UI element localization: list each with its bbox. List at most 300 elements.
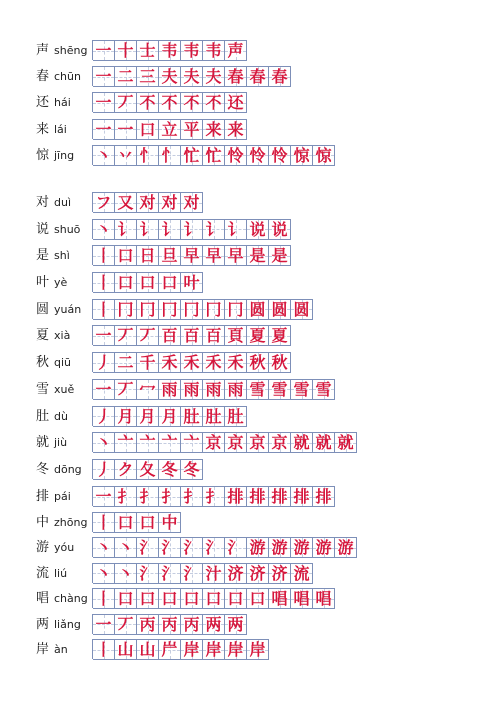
grid-cell [181,432,203,453]
stroke-step: 游 [337,538,354,557]
grid-cell [159,406,181,427]
grid-cell [159,459,181,480]
hanzi-character: 惊 [36,147,50,163]
stroke-step: 怜 [249,145,266,165]
grid-cell [291,563,313,584]
grid-cell [181,92,203,113]
grid-cell [291,486,313,507]
grid-cell [203,406,225,427]
stroke-step: 排 [227,487,244,506]
stroke-step: 对 [183,193,200,212]
pinyin-label: yóu [54,541,75,554]
grid-cell [115,40,137,61]
grid-cell [93,299,115,320]
stroke-step: 韦 [161,41,178,60]
stroke-step: 立 [161,119,178,139]
stroke-step: 丶 [95,538,112,557]
stroke-step: 唱 [271,589,288,608]
stroke-step: 岸 [249,640,266,659]
stroke-grid [92,537,357,557]
grid-cell [137,486,159,507]
grid-cell [225,614,247,635]
grid-cell [93,145,115,166]
grid-cell [115,486,137,507]
grid-cell [203,245,225,266]
stroke-grid [92,272,203,292]
stroke-step: 夫 [205,67,222,87]
stroke-step: 丨 [95,512,112,532]
grid-cell [247,219,269,240]
stroke-step: 是 [271,246,288,266]
grid-cell [181,40,203,61]
stroke-step: 一 [95,379,112,399]
stroke-step: 旦 [161,246,178,266]
stroke-step: 禾 [183,353,200,373]
stroke-step: 两 [227,614,244,634]
hanzi-character: 流 [36,565,50,581]
stroke-step: 中 [161,512,178,532]
stroke-grid [92,614,247,634]
grid-cell [269,432,291,453]
grid-cell [137,219,159,240]
grid-cell [93,432,115,453]
hanzi-character: 游 [36,540,50,555]
grid-cell [313,486,335,507]
grid-cell [225,352,247,373]
grid-cell [137,406,159,427]
grid-cell [247,563,269,584]
pinyin-label: xuě [54,382,75,396]
grid-cell [159,432,181,453]
stroke-step: ク [117,459,134,479]
grid-cell [203,352,225,373]
stroke-step: 氵 [139,538,156,557]
grid-cell [269,588,291,609]
grid-cell [225,486,247,507]
grid-cell [93,588,115,609]
grid-cell [181,272,203,293]
grid-cell [203,145,225,166]
grid-cell [159,588,181,609]
stroke-step: 一 [95,614,112,634]
stroke-step: 冬 [161,459,178,479]
grid-cell [247,299,269,320]
grid-cell [159,379,181,400]
stroke-step: 是 [249,246,266,266]
grid-cell [225,299,247,320]
grid-cell [247,639,269,660]
pinyin-label: liǎng [54,617,81,631]
stroke-step: 夏 [249,326,266,346]
grid-cell [115,588,137,609]
grid-cell [115,537,137,558]
grid-cell [181,66,203,87]
hanzi-character: 叶 [36,275,50,291]
grid-cell [159,92,181,113]
stroke-step: 忙 [183,145,200,165]
grid-cell [93,486,115,507]
stroke-step: 氵 [183,538,200,557]
grid-cell [269,563,291,584]
pinyin-label: yuán [54,302,82,316]
stroke-step: 口 [139,512,156,532]
grid-cell [137,66,159,87]
stroke-step: 来 [227,119,244,139]
stroke-step: 唱 [293,589,310,608]
stroke-step: 惊 [293,145,310,165]
stroke-step: 不 [161,93,178,113]
grid-cell [137,40,159,61]
stroke-grid [92,432,357,452]
stroke-step: 氵 [227,538,244,557]
grid-cell [269,352,291,373]
stroke-step: 扌 [183,487,200,506]
stroke-step: 氵 [139,563,156,583]
stroke-step: 一 [95,119,112,139]
grid-cell [203,119,225,140]
stroke-step: 游 [249,538,266,557]
grid-cell [269,145,291,166]
stroke-step: 夂 [139,459,156,479]
stroke-step: 山 [139,640,156,659]
grid-cell [115,639,137,660]
stroke-step: 唱 [315,589,332,608]
stroke-step: 忙 [205,145,222,165]
stroke-step: 丆 [117,614,134,634]
grid-cell [203,563,225,584]
pinyin-label: qiū [54,356,72,370]
grid-cell [159,486,181,507]
grid-cell [93,119,115,140]
pinyin-label: liú [54,566,68,580]
stroke-step: 夫 [183,67,200,87]
hanzi-character: 秋 [36,355,50,371]
stroke-step: 口 [161,589,178,608]
hanzi-character: 肚 [36,408,50,424]
stroke-step: 一 [117,119,134,139]
grid-cell [225,537,247,558]
stroke-step: 圆 [249,299,266,319]
stroke-step: 口 [117,273,134,293]
grid-cell [181,145,203,166]
grid-cell [137,432,159,453]
grid-cell [225,145,247,166]
grid-cell [137,245,159,266]
stroke-grid [92,588,335,608]
hanzi-character: 中 [36,514,50,530]
grid-cell [181,119,203,140]
grid-cell [291,537,313,558]
grid-cell [159,66,181,87]
stroke-step: 韦 [183,41,200,60]
stroke-step: 丨 [95,246,112,266]
stroke-step: 就 [337,433,354,453]
grid-cell [137,639,159,660]
grid-cell [181,537,203,558]
stroke-step: 一 [95,326,112,346]
grid-cell [203,537,225,558]
stroke-step: 百 [161,326,178,346]
grid-cell [115,325,137,346]
stroke-step: 口 [117,512,134,532]
stroke-step: 说 [249,219,266,239]
stroke-step: 二 [117,67,134,87]
grid-cell [93,92,115,113]
grid-cell [115,352,137,373]
stroke-step: 讠 [139,219,156,239]
grid-cell [313,432,335,453]
grid-cell [335,537,357,558]
stroke-step: 口 [227,589,244,608]
grid-cell [93,325,115,346]
stroke-step: 不 [139,93,156,113]
pinyin-label: àn [54,643,68,656]
stroke-step: 冖 [139,379,156,399]
stroke-step: 就 [315,433,332,453]
stroke-step: 氵 [161,538,178,557]
stroke-step: 汁 [205,563,222,583]
stroke-step: 讠 [117,219,134,239]
grid-cell [115,272,137,293]
stroke-step: 圆 [293,299,310,319]
grid-cell [203,325,225,346]
grid-cell [93,40,115,61]
pinyin-label: zhōng [54,515,88,529]
stroke-step: 雪 [249,379,266,399]
stroke-grid [92,219,291,239]
grid-cell [115,219,137,240]
stroke-step: 排 [293,487,310,506]
stroke-grid [92,486,335,506]
stroke-step: 月 [139,406,156,426]
grid-cell [203,432,225,453]
grid-cell [225,40,247,61]
stroke-step: 流 [293,563,310,583]
pinyin-label: jiù [54,436,68,450]
grid-cell [181,379,203,400]
pinyin-label: hái [54,96,71,110]
stroke-step: 氵 [183,563,200,583]
stroke-step: 丆 [117,326,134,346]
grid-cell [115,563,137,584]
stroke-step: 丨 [95,299,112,319]
grid-cell [291,588,313,609]
grid-cell [247,325,269,346]
grid-cell [225,66,247,87]
grid-cell [181,563,203,584]
grid-cell [181,352,203,373]
stroke-step: 忄 [161,145,178,165]
grid-cell [203,588,225,609]
stroke-step: 两 [205,614,222,634]
stroke-step: 一 [95,93,112,113]
stroke-step: 丨 [95,273,112,293]
stroke-step: 秋 [249,353,266,373]
stroke-step: 冬 [183,459,200,479]
stroke-grid [92,145,335,165]
grid-cell [115,459,137,480]
hanzi-character: 岸 [36,642,50,657]
grid-cell [93,406,115,427]
stroke-step: 肚 [227,406,244,426]
stroke-step: 早 [227,246,244,266]
stroke-step: 亠 [161,433,178,453]
stroke-grid [92,245,291,265]
stroke-step: 丶 [95,433,112,453]
grid-cell [93,245,115,266]
stroke-step: 肚 [183,406,200,426]
stroke-step: 惊 [315,145,332,165]
hanzi-character: 唱 [36,591,50,606]
grid-cell [181,588,203,609]
stroke-step: 氵 [205,538,222,557]
stroke-step: 京 [271,433,288,453]
stroke-step: 讠 [227,219,244,239]
grid-cell [115,379,137,400]
stroke-step: 口 [139,273,156,293]
grid-cell [159,563,181,584]
stroke-step: 济 [249,563,266,583]
stroke-step: 雪 [293,379,310,399]
stroke-step: 不 [205,93,222,113]
grid-cell [247,432,269,453]
stroke-step: 济 [271,563,288,583]
grid-cell [313,379,335,400]
grid-cell [159,299,181,320]
stroke-step: 说 [271,219,288,239]
grid-cell [93,537,115,558]
grid-cell [313,588,335,609]
stroke-step: 月 [117,406,134,426]
stroke-step: 十 [117,41,134,60]
stroke-step: 丷 [117,145,134,165]
stroke-step: 还 [227,93,244,113]
stroke-step: 排 [249,487,266,506]
hanzi-character: 是 [36,248,50,264]
stroke-step: 对 [139,193,156,212]
stroke-grid [92,459,203,479]
stroke-step: 来 [205,119,222,139]
stroke-step: 济 [227,563,244,583]
stroke-step: 雨 [227,379,244,399]
pinyin-label: yè [54,276,68,290]
grid-cell [225,92,247,113]
pinyin-label: xià [54,329,71,343]
grid-cell [159,512,181,533]
grid-cell [203,66,225,87]
grid-cell [225,588,247,609]
grid-cell [291,145,313,166]
hanzi-character: 圆 [36,301,50,317]
stroke-step: 口 [139,589,156,608]
grid-cell [225,219,247,240]
grid-cell [159,192,181,213]
stroke-step: 排 [315,487,332,506]
grid-cell [247,379,269,400]
stroke-step: 千 [139,353,156,373]
stroke-grid [92,325,291,345]
stroke-step: フ [95,193,112,212]
grid-cell [137,459,159,480]
stroke-step: 山 [117,640,134,659]
stroke-step: 口 [117,589,134,608]
stroke-step: 又 [117,193,134,212]
grid-cell [181,639,203,660]
grid-cell [225,639,247,660]
stroke-step: 丙 [183,614,200,634]
grid-cell [181,245,203,266]
stroke-step: 三 [139,67,156,87]
stroke-step: 口 [139,119,156,139]
grid-cell [115,119,137,140]
grid-cell [93,352,115,373]
stroke-step: 扌 [117,487,134,506]
stroke-grid [92,406,247,426]
grid-cell [93,459,115,480]
grid-cell [115,299,137,320]
stroke-step: 游 [271,538,288,557]
stroke-step: 丨 [95,589,112,608]
grid-cell [313,145,335,166]
grid-cell [247,145,269,166]
grid-cell [115,66,137,87]
stroke-step: 怜 [271,145,288,165]
stroke-step: 雨 [205,379,222,399]
stroke-step: 丶 [95,563,112,583]
grid-cell [181,325,203,346]
stroke-step: 扌 [161,487,178,506]
stroke-step: 不 [183,93,200,113]
grid-cell [203,614,225,635]
grid-cell [269,66,291,87]
stroke-step: 丆 [117,379,134,399]
pinyin-label: dōng [54,462,82,476]
grid-cell [247,486,269,507]
grid-cell [115,245,137,266]
stroke-step: 丆 [117,93,134,113]
stroke-step: 禾 [227,353,244,373]
grid-cell [247,352,269,373]
stroke-step: 亠 [183,433,200,453]
grid-cell [269,486,291,507]
hanzi-character: 还 [36,95,50,111]
stroke-step: 夫 [161,67,178,87]
grid-cell [159,614,181,635]
stroke-step: 月 [161,406,178,426]
grid-cell [137,537,159,558]
stroke-step: 口 [117,246,134,266]
stroke-grid [92,119,247,139]
grid-cell [159,537,181,558]
pinyin-label: chūn [54,70,81,84]
stroke-step: 日 [139,246,156,266]
stroke-step: 亠 [139,433,156,453]
stroke-step: 讠 [205,219,222,239]
pinyin-label: shuō [54,222,81,236]
stroke-step: 雨 [161,379,178,399]
grid-cell [181,486,203,507]
stroke-step: 士 [139,41,156,60]
grid-cell [181,459,203,480]
stroke-step: 丶 [95,145,112,165]
grid-cell [269,325,291,346]
stroke-step: 丨 [95,640,112,659]
grid-cell [159,219,181,240]
grid-cell [137,192,159,213]
grid-cell [203,92,225,113]
stroke-step: 冂 [205,299,222,319]
stroke-step: 一 [95,41,112,60]
